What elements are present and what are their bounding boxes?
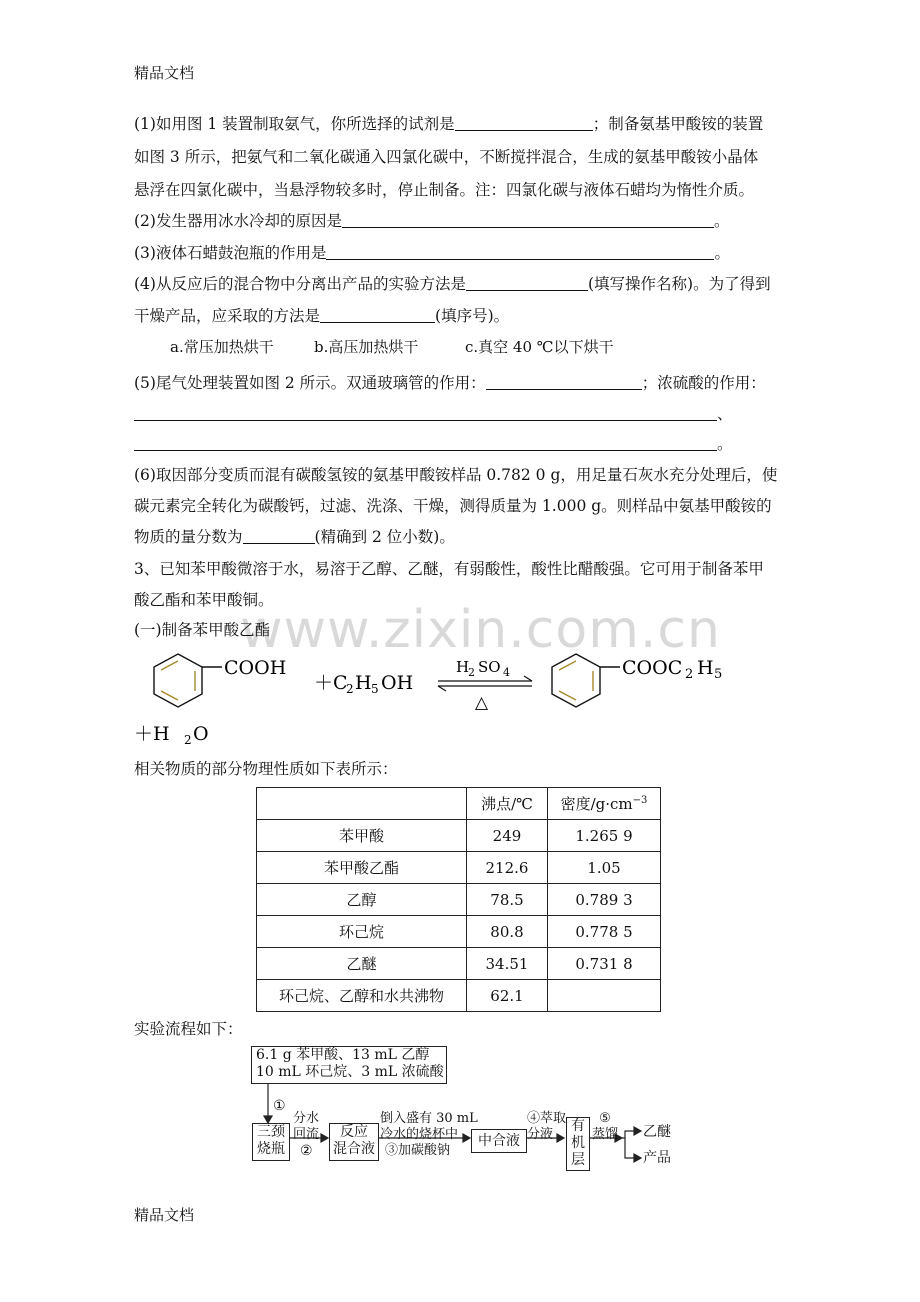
flow-step-1: ① (273, 1098, 286, 1114)
part-title: (一)制备苯甲酸乙酯 (134, 621, 271, 639)
table-cell: 62.1 (467, 980, 548, 1012)
ester-group: COOC (622, 657, 683, 679)
table-cell: 环己烷、乙醇和水共沸物 (257, 980, 467, 1012)
answer-blank (243, 525, 315, 544)
table-cell: 0.778 5 (548, 916, 661, 948)
extract-label: ④萃取 分液 (527, 1111, 567, 1142)
watermark: www.zixin.com.cn (240, 600, 721, 660)
table-cell: 212.6 (467, 852, 548, 884)
table-cell: 乙醚 (257, 948, 467, 980)
q5-line2: 、 (134, 398, 794, 431)
pour-label: 倒入盛有 30 mL 冷水的烧杯中 (380, 1111, 478, 1142)
table-cell: 249 (467, 820, 548, 852)
combined-liquid-box: 中合液 (471, 1129, 527, 1153)
table-cell: 0.731 8 (548, 948, 661, 980)
ether-output: 乙醚 (643, 1124, 671, 1140)
mixture-box: 反应 混合液 (329, 1123, 379, 1161)
soda-label: ③加碳酸钠 (385, 1143, 451, 1158)
table-cell (548, 980, 661, 1012)
organic-layer-box: 有 机 层 (566, 1117, 590, 1171)
subscript: 5 (714, 667, 723, 682)
table-cell: 苯甲酸 (257, 820, 467, 852)
subscript: 2 (184, 733, 192, 747)
q1-line2: 如图 3 所示，把氨气和二氧化碳通入四氯化碳中，不断搅拌混合，生成的氨基甲酸铵小晶体 (134, 148, 759, 166)
table-header-cell (257, 788, 467, 820)
q7-line2: 酸乙酯和苯甲酸铜。 (134, 591, 274, 609)
answer-blank (486, 371, 642, 390)
q5-line3: 。 (134, 428, 794, 461)
q6-line3: 物质的量分数为 (精确到 2 位小数)。 (134, 521, 794, 554)
table-cell: 环己烷 (257, 916, 467, 948)
ester-h: H (697, 657, 714, 679)
subscript: 2 (346, 682, 354, 696)
table-cell: 34.51 (467, 948, 548, 980)
table-cell: 1.05 (548, 852, 661, 884)
q7-line1: 3、已知苯甲酸微溶于水，易溶于乙醇、乙醚，有弱酸性，酸性比醋酸强。它可用于制备苯甲 (134, 560, 764, 578)
q4-option-b: b.高压加热烘干 (314, 338, 419, 356)
table-header-cell: 沸点/℃ (467, 788, 548, 820)
table-header-row (257, 788, 661, 820)
properties-table (256, 787, 661, 1012)
q1-line1: (1)如用图 1 装置制取氨气，你所选择的试剂是 ；制备氨基甲酸铵的装置 (134, 108, 794, 141)
heat-symbol: △ (475, 693, 489, 713)
ethanol-oh: OH (381, 672, 414, 694)
q3-line: (3)液体石蜡鼓泡瓶的作用是 。 (134, 237, 794, 270)
subscript: 2 (468, 666, 475, 679)
subscript: 5 (371, 682, 379, 696)
answer-blank (134, 432, 717, 451)
table-row (257, 948, 661, 980)
table-row (257, 852, 661, 884)
table-row (257, 980, 661, 1012)
answer-blank (326, 241, 714, 260)
answer-blank (466, 272, 588, 291)
table-cell: 乙醇 (257, 884, 467, 916)
q2-line: (2)发生器用冰水冷却的原因是 。 (134, 205, 794, 238)
table-row (257, 884, 661, 916)
answer-blank (342, 209, 714, 228)
table-header-cell: 密度$/g\cdot cm^{-3}$ (548, 788, 661, 820)
product-output: 产品 (643, 1150, 671, 1166)
water-o: O (193, 723, 209, 745)
reflux-label: 分水 回流 (293, 1111, 320, 1142)
answer-blank (320, 304, 435, 323)
q4-line1: (4)从反应后的混合物中分离出产品的实验方法是 (填写操作名称)。为了得到 (134, 268, 794, 301)
q6-line1: (6)取因部分变质而混有碳酸氢铵的氨基甲酸铵样品 0.782 0 g，用足量石灰水充分处理后，使 (134, 466, 778, 484)
q4-line2: 干燥产品，应采取的方法是 (填序号)。 (134, 300, 794, 333)
reaction-equation (134, 648, 760, 748)
table-row (257, 916, 661, 948)
flow-step-2: ② (300, 1143, 313, 1159)
benzene-ring-icon (154, 654, 222, 707)
plus-ethanol: ＋C (314, 672, 348, 694)
table-intro: 相关物质的部分物理性质如下表所示： (134, 760, 398, 778)
answer-blank (455, 112, 593, 131)
table-cell: 苯甲酸乙酯 (257, 852, 467, 884)
catalyst-h: H (456, 658, 470, 676)
q4-option-c: c.真空 40 ℃以下烘干 (465, 338, 614, 356)
subscript: 4 (503, 666, 510, 679)
plus-water: ＋H (134, 723, 170, 745)
distill-label: ⑤ 蒸馏 (592, 1111, 619, 1142)
subscript: 2 (685, 667, 694, 682)
table-cell: 78.5 (467, 884, 548, 916)
table-cell: 0.789 3 (548, 884, 661, 916)
catalyst-so: SO (478, 658, 501, 676)
q4-option-a: a.常压加热烘干 (170, 338, 274, 356)
benzene-ring-icon (552, 654, 620, 707)
flask-box: 三颈 烧瓶 (252, 1123, 290, 1161)
table-cell: 1.265 9 (548, 820, 661, 852)
q6-line2: 碳元素完全转化为碳酸钙，过滤、洗涤、干燥，测得质量为 1.000 g。则样品中氨基甲酸铵的 (134, 497, 772, 515)
table-cell: 80.8 (467, 916, 548, 948)
table-row (257, 820, 661, 852)
ethanol-h: H (355, 672, 372, 694)
answer-blank (134, 402, 717, 421)
carboxyl-group: COOH (224, 657, 287, 679)
q1-line3: 悬浮在四氯化碳中，当悬浮物较多时，停止制备。注：四氯化碳与液体石蜡均为惰性介质。 (134, 181, 755, 199)
page-footer: 精品文档 (134, 1206, 195, 1224)
equilibrium-arrow-icon (438, 676, 532, 691)
flow-intro: 实验流程如下： (134, 1020, 243, 1038)
page-header: 精品文档 (134, 64, 195, 82)
q5-line1: (5)尾气处理装置如图 2 所示。双通玻璃管的作用： ；浓硫酸的作用： (134, 367, 794, 400)
flow-start-box: 6.1 g 苯甲酸、13 mL 乙醇 10 mL 环己烷、3 mL 浓硫酸 (251, 1046, 447, 1084)
